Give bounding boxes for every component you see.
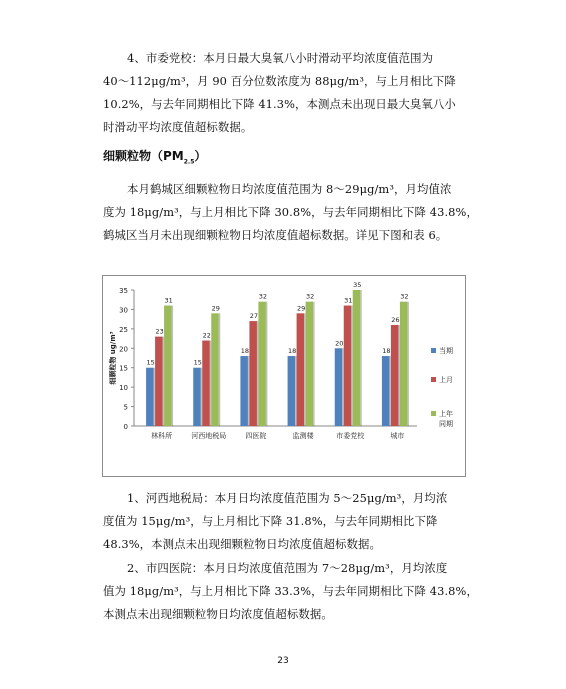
- bar-shade: [313, 302, 315, 426]
- bar-last-year: [353, 290, 361, 426]
- y-tick-label: 5: [123, 403, 128, 412]
- x-category-label: 市委党校: [336, 432, 365, 440]
- text-line: 本月鹤城区细颗粒物日均浓度值范围为 8～29μg/m³，月均值浓: [127, 182, 452, 196]
- pm25-intro-paragraph: [103, 178, 478, 247]
- legend-label: 当期: [439, 347, 453, 355]
- bar-current: [382, 356, 390, 426]
- bar-value-label: 26: [391, 315, 400, 324]
- y-tick-label: 25: [119, 325, 128, 334]
- bar-shade: [172, 306, 174, 426]
- x-category-label: 河西地税局: [191, 432, 227, 440]
- bar-shade: [163, 337, 165, 426]
- bar-current: [335, 348, 343, 426]
- y-axis-label: 细颗粒物 ug/m³: [109, 331, 117, 385]
- legend-swatch: [431, 377, 436, 382]
- legend-swatch: [431, 411, 436, 416]
- bar-value-label: 32: [258, 292, 268, 301]
- site1-paragraph: [103, 487, 473, 556]
- legend-label: 上年: [439, 410, 453, 418]
- bar-shade: [295, 356, 297, 426]
- bar-shade: [210, 341, 212, 426]
- site2-paragraph: [103, 557, 478, 626]
- bar-value-label: 15: [146, 358, 155, 367]
- x-category-label: 四医院: [245, 432, 267, 440]
- bar-value-label: 31: [164, 296, 173, 305]
- bar-shade: [304, 313, 306, 426]
- chart-canvas: [103, 276, 465, 476]
- bar-value-label: 15: [193, 358, 202, 367]
- y-tick-label: 10: [119, 384, 128, 393]
- bar-last-year: [258, 302, 266, 426]
- bar-current: [288, 356, 296, 426]
- bar-shade: [219, 313, 221, 426]
- bar-shade: [398, 325, 400, 426]
- bar-value-label: 18: [287, 347, 297, 356]
- text-line: 时滑动平均浓度值超标数据。: [103, 120, 253, 134]
- bar-shade: [257, 321, 259, 426]
- bar-last-month: [155, 337, 163, 426]
- text-line: 度为 18μg/m³，与上月相比下降 30.8%，与去年同期相比下降 43.8%，: [103, 205, 478, 219]
- bar-last-month: [391, 325, 399, 426]
- bar-value-label: 20: [335, 339, 344, 348]
- bar-value-label: 29: [211, 304, 220, 313]
- heading-subscript: 2.5: [183, 158, 195, 166]
- text-line: 度值为 15μg/m³，与上月相比下降 31.8%，与去年同期相比下降: [103, 514, 438, 528]
- bar-current: [146, 368, 154, 426]
- bar-shade: [154, 368, 156, 426]
- y-tick-label: 30: [119, 306, 128, 315]
- bar-shade: [407, 302, 409, 426]
- bar-shade: [201, 368, 203, 426]
- heading-tail: ）: [194, 149, 207, 163]
- x-category-label: 林科所: [151, 432, 173, 440]
- text-line: 10.2%，与去年同期相比下降 41.3%，本测点未出现日最大臭氧八小: [103, 97, 456, 111]
- bar-shade: [266, 302, 268, 426]
- legend-swatch: [431, 348, 436, 353]
- bar-current: [240, 356, 248, 426]
- bar-value-label: 31: [344, 296, 353, 305]
- text-line: 2、市四医院：本月日均浓度值范围为 7～28μg/m³，月均浓度: [127, 561, 448, 575]
- page-number: 23: [277, 656, 289, 666]
- bar-value-label: 22: [202, 331, 211, 340]
- bar-last-month: [344, 306, 352, 426]
- y-tick-label: 35: [119, 287, 128, 295]
- bar-shade: [342, 348, 344, 426]
- legend-label: 上月: [439, 376, 453, 384]
- bar-last-year: [164, 306, 172, 426]
- bar-current: [193, 368, 201, 426]
- heading-main: 细颗粒物（PM: [103, 149, 184, 163]
- bar-shade: [351, 306, 353, 426]
- y-tick-label: 0: [123, 423, 128, 431]
- text-line: 鹤城区当月未出现细颗粒物日均浓度值超标数据。详见下图和表 6。: [103, 228, 448, 242]
- bar-last-month: [202, 341, 210, 426]
- bar-value-label: 23: [155, 327, 164, 336]
- bar-value-label: 18: [240, 347, 250, 356]
- y-tick-label: 15: [119, 364, 128, 373]
- y-tick-label: 20: [119, 345, 128, 354]
- bar-shade: [360, 290, 362, 426]
- x-category-label: 监测楼: [292, 432, 314, 440]
- text-line: 40～112μg/m³，月 90 百分位数浓度为 88μg/m³，与上月相比下降: [103, 74, 456, 88]
- pm25-bar-chart: [102, 275, 466, 477]
- text-line: 1、河西地税局：本月日均浓度值范围为 5～25μg/m³，月均浓: [127, 491, 448, 505]
- text-line: 4、市委党校：本月日最大臭氧八小时滑动平均浓度值范围为: [127, 51, 434, 65]
- bar-shade: [389, 356, 391, 426]
- bar-value-label: 18: [382, 347, 391, 356]
- bar-value-label: 27: [249, 312, 259, 321]
- text-line: 本测点未出现细颗粒物日均浓度值超标数据。: [103, 607, 333, 621]
- bar-shade: [248, 356, 250, 426]
- bar-last-year: [400, 302, 408, 426]
- legend-label: 同期: [439, 420, 453, 428]
- text-line: 值为 18μg/m³，与上月相比下降 33.3%，与去年同期相比下降 43.8%，: [103, 584, 478, 598]
- bar-value-label: 32: [305, 292, 315, 301]
- bar-value-label: 35: [353, 281, 362, 289]
- bar-value-label: 29: [296, 304, 306, 313]
- bar-last-year: [306, 302, 314, 426]
- x-category-label: 城市: [390, 432, 405, 440]
- pm25-heading: [103, 147, 206, 165]
- text-line: 48.3%，本测点未出现细颗粒物日均浓度值超标数据。: [103, 537, 381, 551]
- bar-last-month: [297, 313, 305, 426]
- ozone-paragraph: [103, 47, 473, 139]
- bar-value-label: 32: [400, 292, 409, 301]
- bar-last-year: [211, 313, 219, 426]
- bar-last-month: [249, 321, 257, 426]
